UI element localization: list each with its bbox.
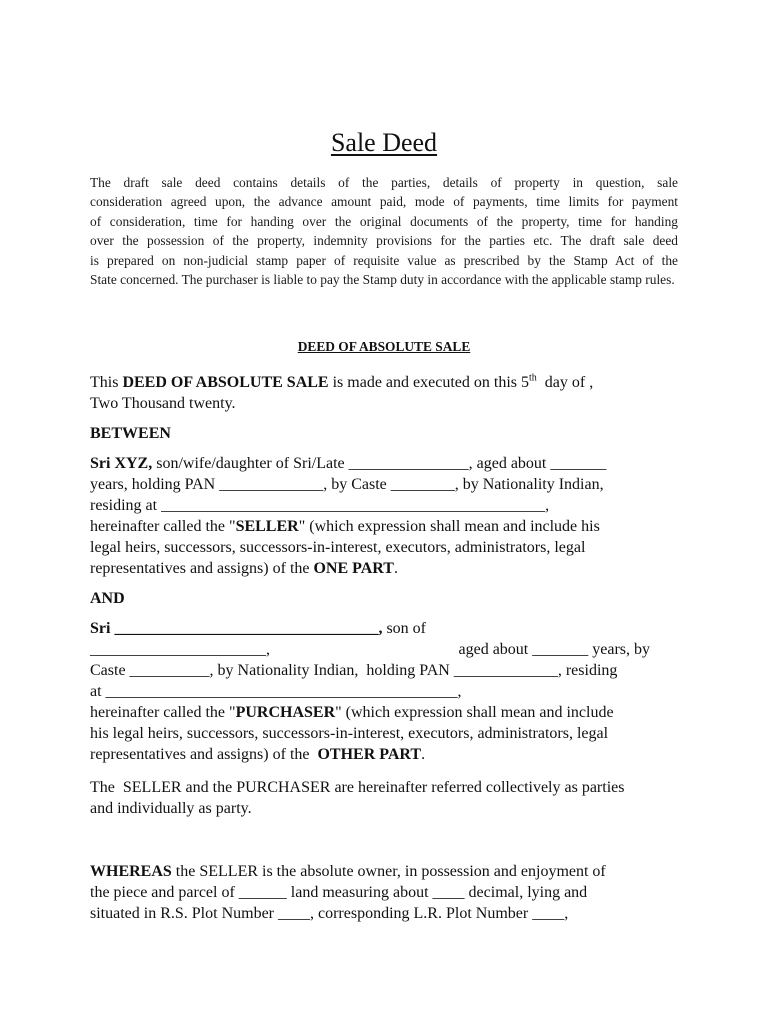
- intro-line: over the possession of the property, indemnity provisions for the parties etc. The draft sale deed: [90, 233, 678, 249]
- page-title: Sale Deed: [330, 128, 438, 157]
- intro-line: of consideration, time for handing over the original documents of the property, time for handing: [90, 213, 678, 229]
- seller-text: .: [393, 560, 398, 578]
- purchaser-line: Caste __________, by Nationality Indian, holding PAN _____________, residing: [90, 662, 618, 680]
- purchaser-name-blank: _________________________________,: [110, 620, 383, 638]
- intro-line: consideration agreed upon, the advance amount paid, mode of payments, time limits for payment: [90, 194, 678, 210]
- intro-line: State concerned. The purchaser is liable to pay the Stamp duty in accordance with the applicable: [90, 272, 607, 288]
- parties-paragraph: [90, 777, 678, 819]
- seller-text: son/wife/daughter of Sri/Late _______________, aged about _______: [152, 455, 607, 473]
- one-part-label: ONE PART: [313, 560, 394, 578]
- purchaser-text: son of: [382, 620, 427, 638]
- seller-line: legal heirs, successors, successors-in-interest, executors, administrators, legal: [90, 539, 586, 557]
- seller-text: hereinafter called the ": [90, 518, 236, 536]
- purchaser-text: aged about _______ years, by: [458, 641, 650, 659]
- whereas-line: situated in R.S. Plot Number ____, corresponding L.R. Plot Number ____,: [90, 905, 569, 923]
- purchaser-text: ______________________,: [90, 641, 270, 659]
- other-part-label: OTHER PART: [317, 746, 422, 764]
- purchaser-label: PURCHASER: [235, 704, 336, 722]
- ordinal-suffix: th: [528, 373, 537, 385]
- purchaser-text: .: [421, 746, 426, 764]
- parties-line: and individually as party.: [90, 800, 252, 818]
- purchaser-line: his legal heirs, successors, successors-in-interest, executors, administrators, legal: [90, 725, 609, 743]
- parties-line: The SELLER and the PURCHASER are hereinafter referred collectively as parties: [90, 779, 625, 797]
- deed-body: [90, 372, 678, 924]
- seller-text: " (which expression shall mean and include his: [298, 518, 600, 536]
- between-heading: BETWEEN: [90, 425, 171, 443]
- seller-name: Sri XYZ,: [90, 455, 153, 473]
- deed-intro-line: Two Thousand twenty.: [90, 395, 236, 413]
- whereas-keyword: WHEREAS: [90, 863, 172, 881]
- deed-intro-text: is made and executed on this 5: [328, 374, 529, 392]
- deed-intro-text: day of ,: [536, 374, 594, 392]
- purchaser-sri: Sri: [90, 620, 111, 638]
- seller-line: residing at ________________________________________________,: [90, 497, 550, 515]
- seller-text: representatives and assigns) of the: [90, 560, 314, 578]
- seller-paragraph: [90, 453, 678, 579]
- deed-intro-text: This: [90, 374, 123, 392]
- purchaser-text: representatives and assigns) of the: [90, 746, 318, 764]
- intro-line: The draft sale deed contains details of the parties, details of property in question, sale: [90, 175, 678, 190]
- intro-line: is prepared on non-judicial stamp paper of requisite value as prescribed by the Stamp Act of the: [90, 252, 678, 268]
- deed-name-bold: DEED OF ABSOLUTE SALE: [122, 374, 329, 392]
- seller-line: years, holding PAN _____________, by Caste ________, by Nationality Indian,: [90, 476, 604, 494]
- and-heading: AND: [90, 590, 125, 608]
- purchaser-paragraph: [90, 618, 678, 765]
- whereas-paragraph: [90, 861, 678, 924]
- whereas-text: the SELLER is the absolute owner, in possession and enjoyment of: [171, 863, 606, 881]
- intro-paragraph: [90, 173, 678, 289]
- deed-subtitle: DEED OF ABSOLUTE SALE: [297, 339, 471, 355]
- deed-intro-paragraph: [90, 372, 678, 414]
- purchaser-text: hereinafter called the ": [90, 704, 236, 722]
- purchaser-line: at ____________________________________________,: [90, 683, 462, 701]
- whereas-line: the piece and parcel of ______ land measuring about ____ decimal, lying and: [90, 884, 588, 902]
- purchaser-text: " (which expression shall mean and include: [335, 704, 614, 722]
- intro-line: stamp rules.: [609, 272, 675, 288]
- seller-label: SELLER: [235, 518, 299, 536]
